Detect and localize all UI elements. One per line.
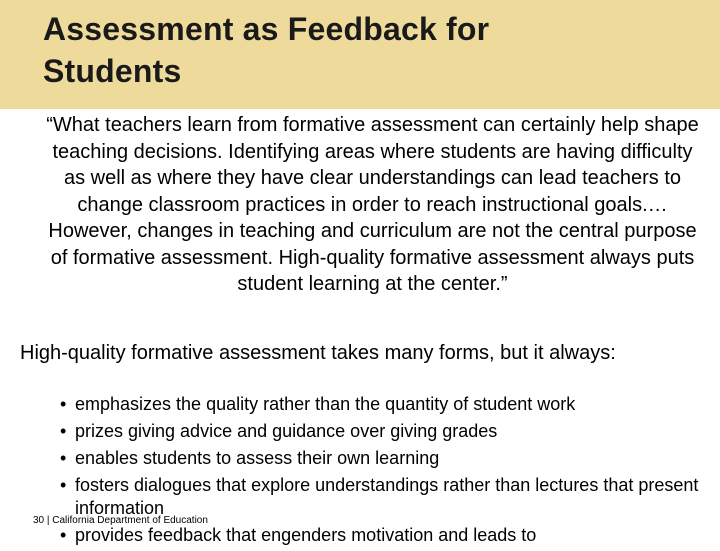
- bullet-list: [60, 393, 710, 551]
- bullet-icon: •: [60, 525, 67, 545]
- bullet-icon: •: [60, 421, 67, 441]
- quote-text: “What teachers learn from formative assessment can certainly help shape teaching decisions. Identifying areas where students are having difficulty as well as where they have clear understandings can lead teachers to change classroom practices in order to reach instructional goals.… However, changes in teaching and curriculum are not the central purpose of formative assessment. High-quality formative assessment always puts student learning at the center.”: [46, 114, 699, 295]
- bullet-text: prizes giving advice and guidance over giving grades: [75, 421, 498, 441]
- bullet-text: provides feedback that engenders motivation and leads to: [75, 525, 537, 545]
- bullet-icon: •: [60, 475, 67, 495]
- slide-title-line-2: Students: [43, 53, 182, 89]
- bullet-icon: •: [60, 394, 67, 414]
- bullet-item: [60, 474, 710, 520]
- bullet-item: [60, 447, 710, 470]
- bullet-text: fosters dialogues that explore understandings rather than lectures that present information: [75, 475, 699, 518]
- intro-text: High-quality formative assessment takes many forms, but it always:: [20, 342, 616, 364]
- bullet-text: enables students to assess their own learning: [75, 448, 440, 468]
- bullet-icon: •: [60, 448, 67, 468]
- slide-title-line-1: Assessment as Feedback for: [43, 11, 490, 47]
- bullet-item: [60, 524, 710, 547]
- bullet-item: [60, 393, 710, 416]
- bullet-item: [60, 420, 710, 443]
- title-band: [0, 0, 720, 109]
- bullet-text: emphasizes the quality rather than the quantity of student work: [75, 394, 576, 414]
- slide-footer: 30 | California Department of Education: [33, 515, 208, 526]
- slide-title: [43, 8, 489, 92]
